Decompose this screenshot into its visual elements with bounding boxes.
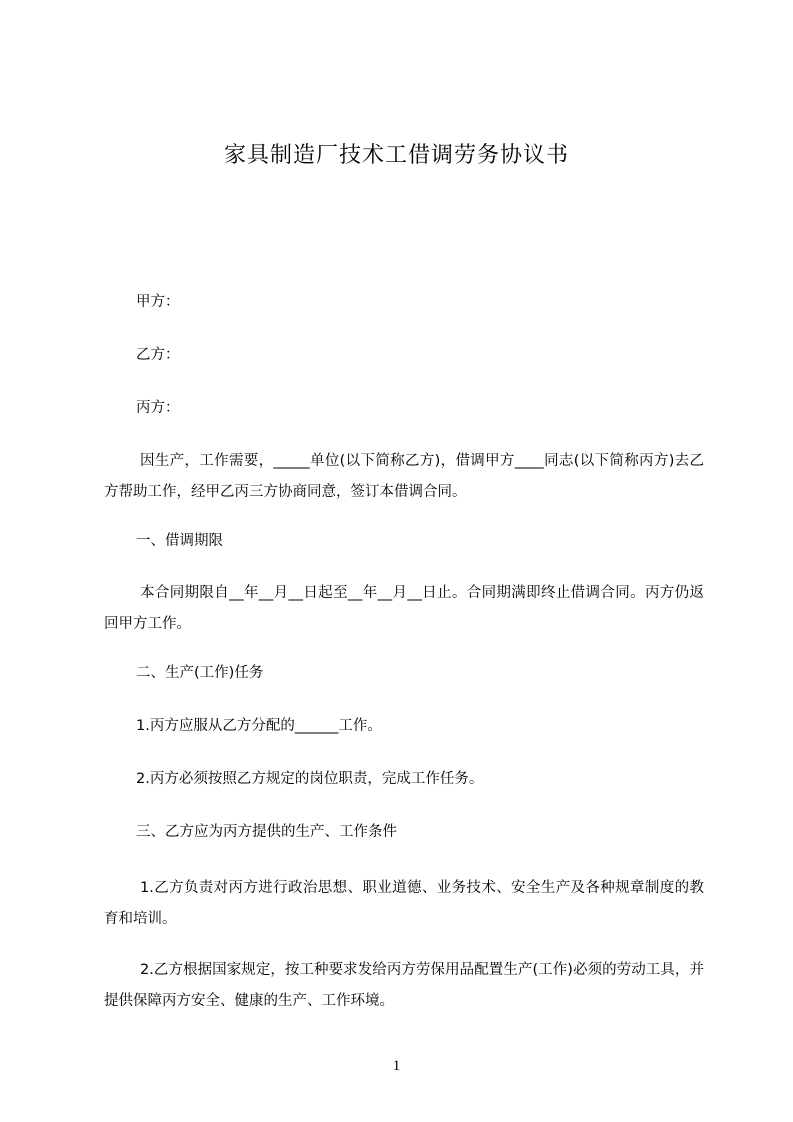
section-2-heading: 二、生产(工作)任务: [136, 665, 264, 681]
section-2-item-2: 2.丙方必须按照乙方规定的岗位职责，完成工作任务。: [136, 771, 484, 787]
section-3-heading: 三、乙方应为丙方提供的生产、工作条件: [136, 824, 397, 840]
section-1-heading: 一、借调期限: [136, 533, 223, 549]
intro-paragraph: 因生产，工作需要，_____单位(以下简称乙方)，借调甲方____同志(以下简称丙方)去乙方帮助工作，经甲乙丙三方协商同意，签订本借调合同。: [104, 453, 704, 500]
document-title: 家具制造厂技术工借调劳务协议书: [223, 143, 569, 168]
section-3-item-1: 1.乙方负责对丙方进行政治思想、职业道德、业务技术、安全生产及各种规章制度的教育和培训。: [104, 880, 704, 927]
page-number: 1: [392, 1058, 401, 1074]
party-c-label: 丙方：: [136, 400, 180, 416]
party-a-label: 甲方：: [136, 294, 180, 310]
section-2-item-1: 1.丙方应服从乙方分配的______工作。: [136, 718, 382, 734]
section-3-item-2: 2.乙方根据国家规定，按工种要求发给丙方劳保用品配置生产(工作)必须的劳动工具，并提供保障丙方安全、健康的生产、工作环境。: [104, 962, 704, 1009]
section-1-paragraph: 本合同期限自__年__月__日起至__年__月__日止。合同期满即终止借调合同。丙方仍返回甲方工作。: [104, 585, 704, 632]
party-b-label: 乙方：: [136, 347, 180, 363]
